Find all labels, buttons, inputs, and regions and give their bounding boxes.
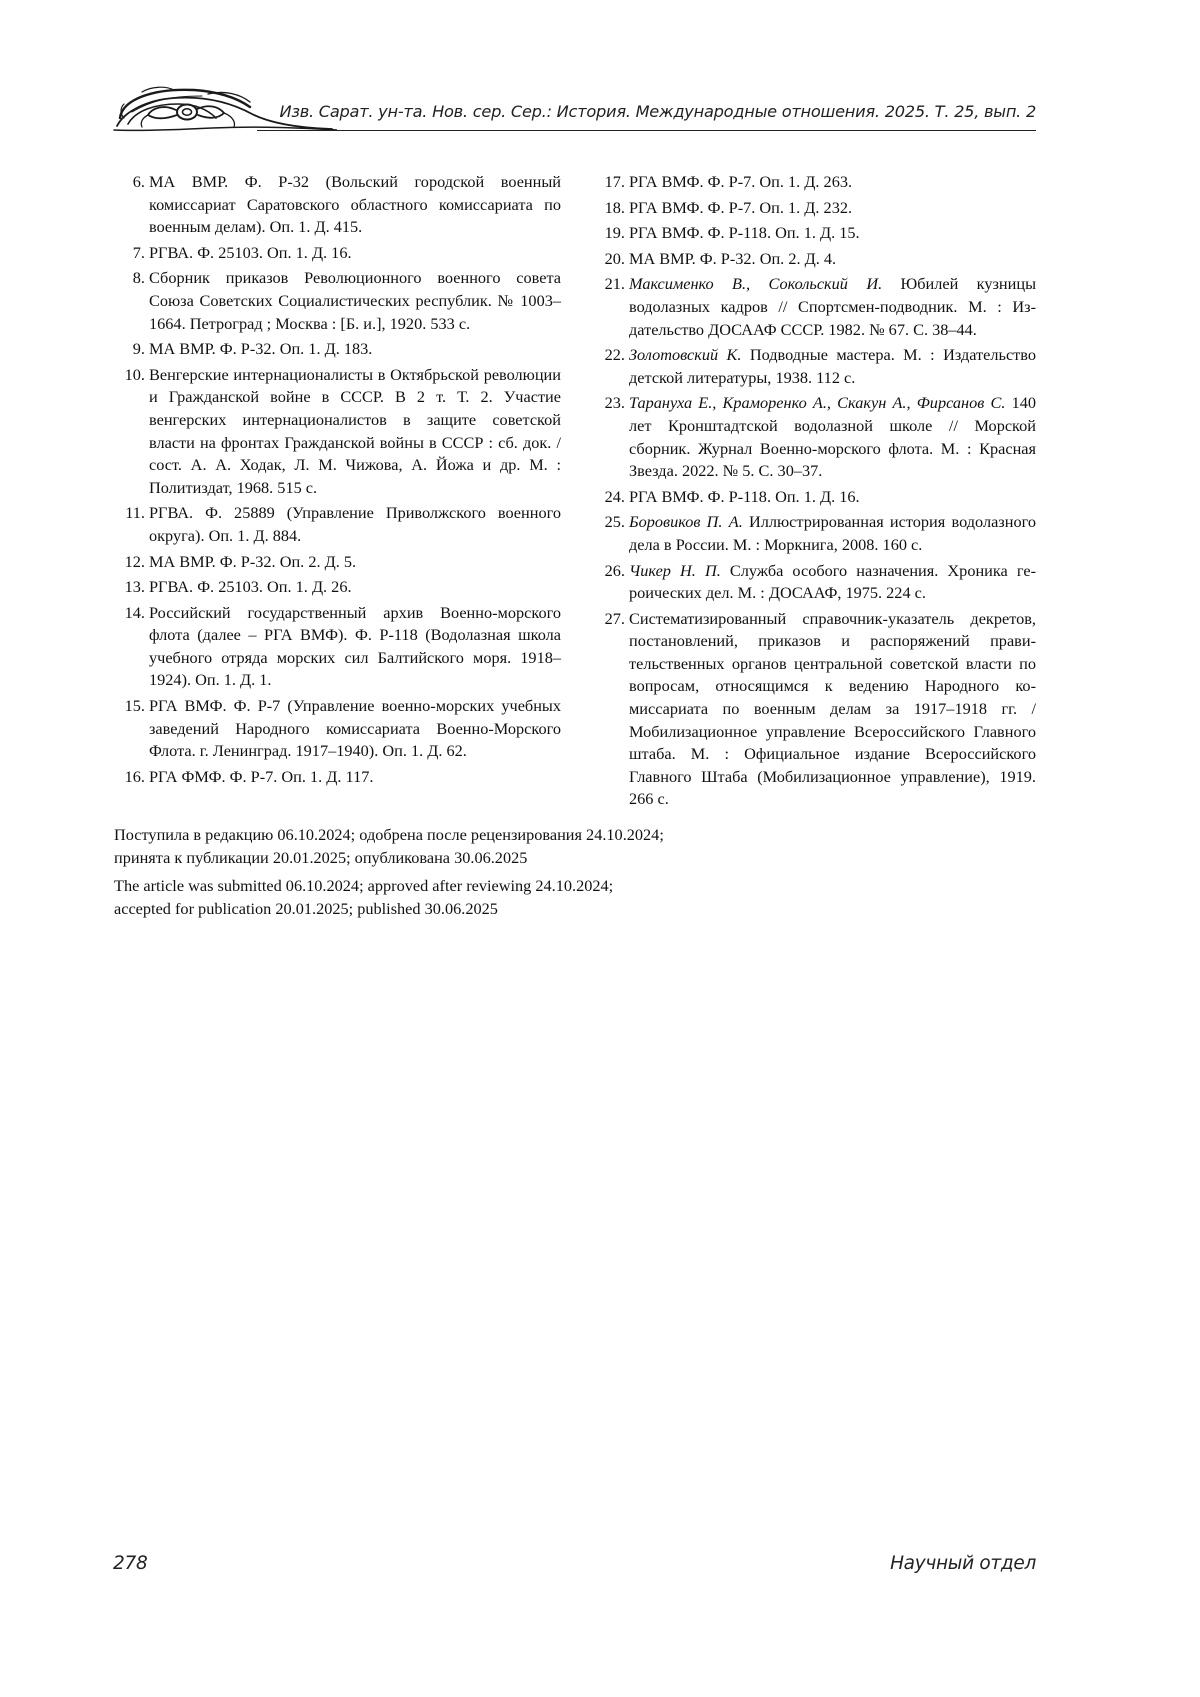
reference-text: РГВА. Ф. 25103. Оп. 1. Д. 16. [149, 242, 352, 262]
reference-text: МА ВМР. Ф. Р-32. Оп. 1. Д. 183. [149, 339, 373, 359]
reference-number: 19. [604, 223, 625, 243]
reference-item [112, 338, 561, 361]
reference-authors: Золотовский К. [629, 345, 742, 365]
reference-number: 17. [604, 172, 625, 191]
reference-number: 6. [132, 172, 145, 191]
reference-number: 13. [124, 577, 145, 597]
reference-item [112, 602, 561, 692]
reference-text: РГА ВМФ. Ф. Р-7. Оп. 1. Д. 263. [629, 172, 853, 191]
reference-number: 12. [124, 551, 145, 571]
reference-item [592, 486, 1036, 509]
journal-citation: Изв. Сарат. ун-та. Нов. сер. Сер.: История. Международные отношения. 2025. Т. 25, вып. 2 [279, 102, 1036, 121]
reference-number: 8. [132, 268, 145, 288]
reference-number: 18. [604, 197, 625, 217]
reference-item [592, 248, 1036, 271]
reference-text: Подводные мастера. М. : Издательство детской литературы, 1938. 112 с. [629, 345, 1036, 387]
reference-item [112, 171, 561, 239]
publication-dates [114, 824, 834, 926]
reference-text: Венгерские интернационалисты в Октябрьской революции и Гражданской войне в СССР. В 2 т. Т. 2. Участие венгерских интернационалистов в защите советской власти на фронтах Гражданской войны в СССР : сб. док. / сост. А. А. Ходак, Л. М. Чижова, А. Йожа и др. М. : Политиздат, 1968. 515 с. [149, 364, 561, 497]
reference-number: 22. [604, 345, 625, 365]
reference-text: РГА ФМФ. Ф. Р-7. Оп. 1. Д. 117. [149, 766, 374, 786]
reference-authors: Чикер Н. П. [629, 560, 721, 580]
running-header [112, 82, 1036, 134]
reference-number: 11. [125, 503, 145, 523]
reference-number: 9. [132, 339, 145, 359]
reference-authors: Боровиков П. А. [629, 512, 743, 532]
reference-number: 14. [124, 602, 145, 622]
reference-item [592, 171, 1036, 194]
reference-text: Иллюстрированная история водолазного дела в России. М. : Моркнига, 2008. 160 с. [629, 512, 1036, 554]
page-number: 278 [113, 1553, 148, 1574]
dates-russian-line-1: Поступила в редакцию 06.10.2024; одобрена после рецензирования 24.10.2024; [114, 825, 664, 844]
reference-item [592, 392, 1036, 482]
reference-number: 24. [604, 486, 625, 506]
reference-number: 16. [124, 766, 145, 786]
reference-number: 15. [124, 696, 145, 716]
reference-item [112, 364, 561, 500]
reference-item [112, 242, 561, 265]
reference-authors: Тарануха Е., Краморенко А., Скакун А., Фирсанов С. [629, 393, 1006, 413]
reference-item [592, 273, 1036, 341]
reference-text: РГА ВМФ. Ф. Р-118. Оп. 1. Д. 15. [629, 223, 860, 243]
reference-item [592, 197, 1036, 220]
reference-item [112, 576, 561, 599]
reference-text: Юбилей кузницы водолазных кадров // Спортсмен-подводник. М. : Издательство ДОСААФ СССР. 1982. № 67. С. 38–44. [629, 274, 1037, 339]
reference-text: РГВА. Ф. 25103. Оп. 1. Д. 26. [149, 577, 352, 597]
reference-authors: Максименко В., Сокольский И. [629, 274, 883, 294]
reference-text: Сборник приказов Революционного военного совета Союза Советских Социалистических республик. № 1003–1664. Петроград ; Москва : [Б. и.], 1920. 533 с. [149, 268, 561, 333]
reference-text: Систематизированный справочник-указатель декретов, постановлений, приказов и распоряжений правительственных органов центральной советской власти по вопросам, относящимся к ведению Народного комиссариата по военным делам за 1917–1918 гг. / Мобилизационное управление Всероссийского Главного штаба. М. : Официальное издание Всероссийского Главного Штаба (Мобилизационное управление), 1919. 266 с. [629, 608, 1036, 809]
reference-number: 25. [604, 512, 625, 532]
reference-number: 21. [604, 274, 625, 294]
reference-item [112, 766, 561, 789]
reference-text: МА ВМР. Ф. Р-32 (Вольский городской военный комиссариат Саратовского областного комиссариата по военным делам). Оп. 1. Д. 415. [149, 172, 561, 237]
reference-number: 27. [604, 608, 625, 628]
reference-text: РГА ВМФ. Ф. Р-7 (Управление военно-морских учебных заведений Народного комиссариата Военно-Морского Флота. г. Ленинград. 1917–1940). Оп. 1. Д. 62. [149, 696, 561, 761]
reference-item [592, 608, 1036, 811]
dates-english-line-1: The article was submitted 06.10.2024; approved after reviewing 24.10.2024; [114, 876, 614, 896]
reference-text: РГВА. Ф. 25889 (Управление Приволжского военного округа). Оп. 1. Д. 884. [149, 503, 561, 545]
reference-item [592, 344, 1036, 389]
reference-number: 20. [604, 248, 625, 268]
references-right-column [592, 171, 1036, 814]
reference-item [592, 222, 1036, 245]
dates-russian [114, 824, 834, 869]
reference-text: 140 лет Кронштадтской водолазной школе // Морской сборник. Журнал Военно-морского флота. М. : Красная Звезда. 2022. № 5. С. 30–37. [629, 393, 1036, 481]
header-rule [257, 130, 1036, 131]
reference-text: Служба особого назначения. Хроника героических дел. М. : ДОСААФ, 1975. 224 с. [629, 560, 1036, 603]
reference-item [112, 551, 561, 574]
dates-english [114, 875, 834, 920]
reference-item [112, 502, 561, 547]
dates-english-line-2: accepted for publication 20.01.2025; published 30.06.2025 [114, 898, 498, 918]
reference-item [112, 267, 561, 335]
dates-russian-line-2: принята к публикации 20.01.2025; опубликована 30.06.2025 [114, 847, 528, 867]
reference-number: 7. [132, 242, 145, 262]
reference-text: Российский государственный архив Военно-морского флота (далее – РГА ВМФ). Ф. Р-118 (Водолазная школа учебного отряда морских сил Балтийского моря. 1918–1924). Оп. 1. Д. 1. [149, 602, 561, 690]
reference-number: 26. [604, 560, 625, 580]
section-name: Научный отдел [890, 1553, 1036, 1574]
reference-text: РГА ВМФ. Ф. Р-7. Оп. 1. Д. 232. [629, 197, 853, 217]
reference-number: 23. [604, 393, 625, 413]
reference-text: МА ВМР. Ф. Р-32. Оп. 2. Д. 4. [629, 248, 837, 268]
reference-item [112, 695, 561, 763]
reference-text: МА ВМР. Ф. Р-32. Оп. 2. Д. 5. [149, 551, 357, 571]
reference-text: РГА ВМФ. Ф. Р-118. Оп. 1. Д. 16. [629, 486, 860, 506]
reference-item [592, 560, 1036, 605]
reference-number: 10. [124, 364, 145, 384]
reference-item [592, 511, 1036, 556]
references-left-column [112, 171, 561, 791]
